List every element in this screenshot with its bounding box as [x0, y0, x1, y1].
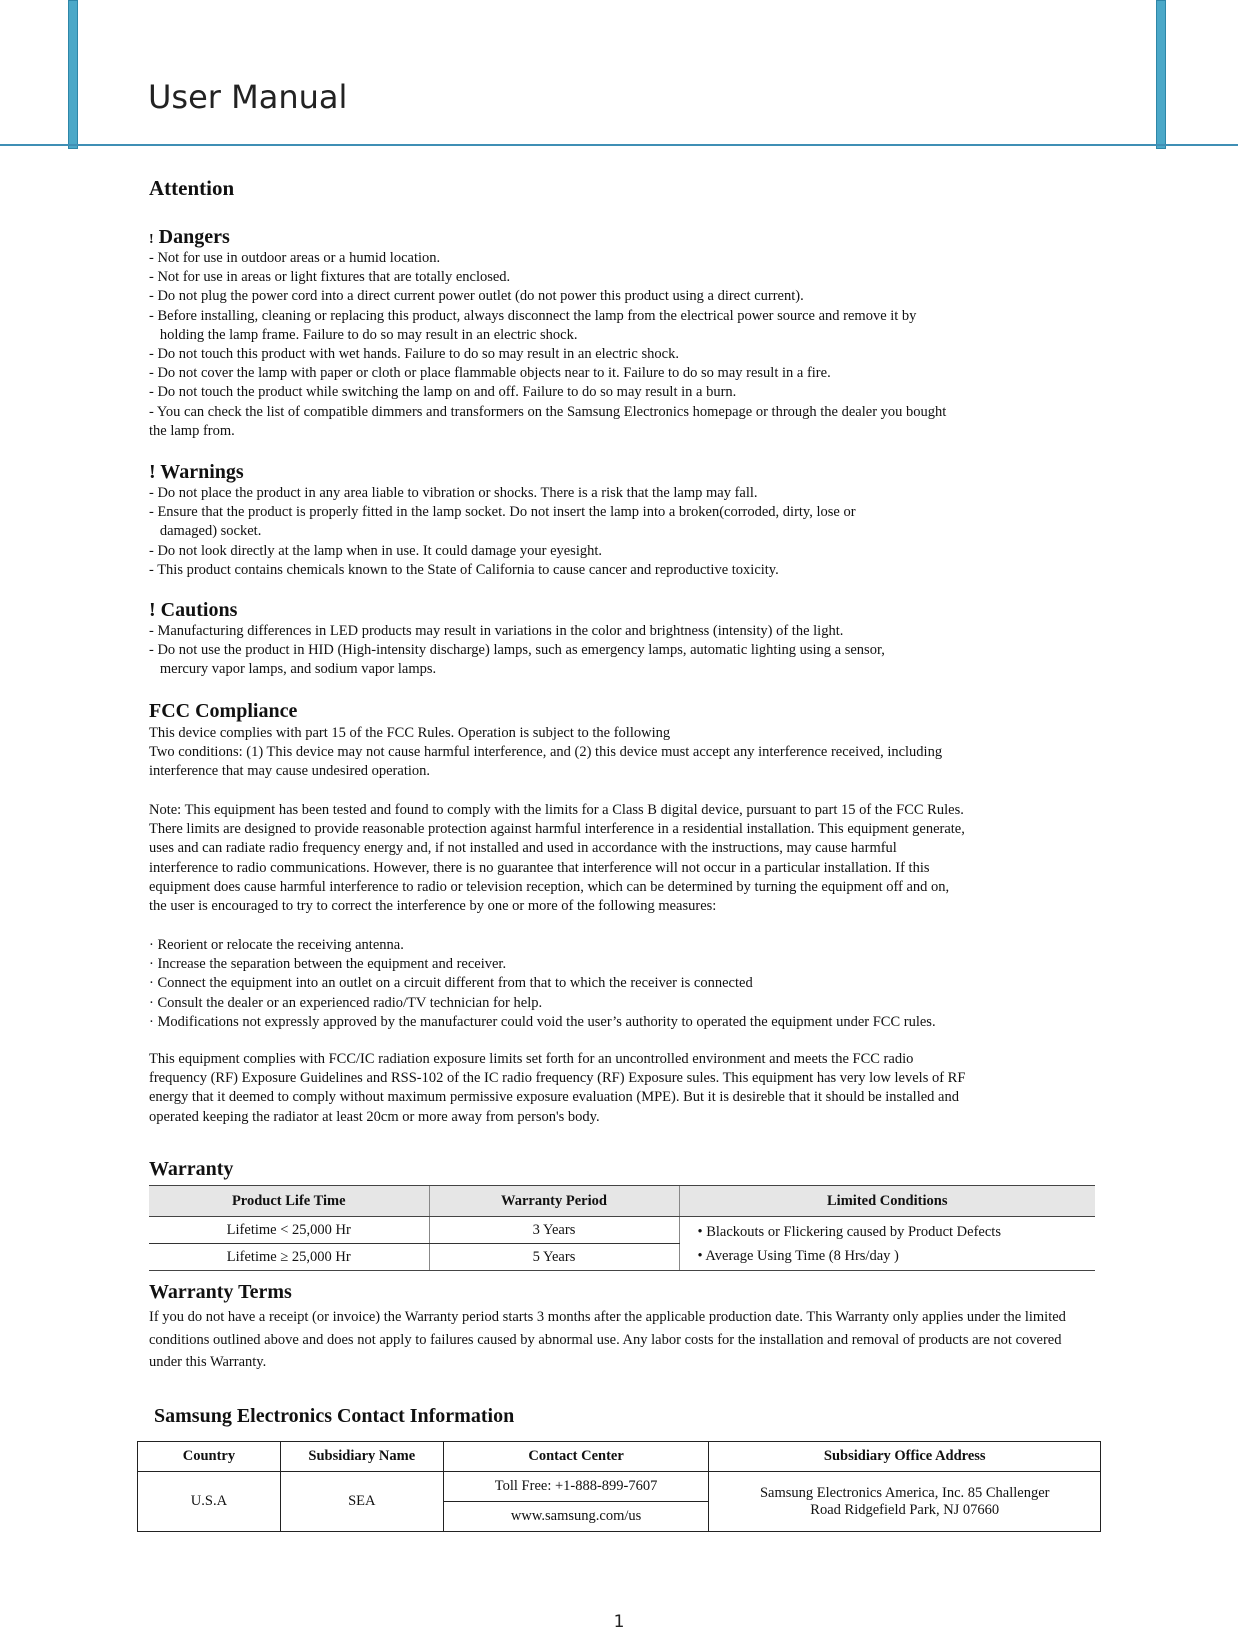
condition-item: • Average Using Time (8 Hrs/day ): [697, 1247, 899, 1264]
header-accent-bar-left: [68, 0, 78, 149]
warranty-terms-text: If you do not have a receipt (or invoice) the Warranty period starts 3 months after the applicable production date. This Warranty only applies under the limited conditions outlined above and does not apply to failures caused by abnormal use. Any labor costs for the installation and removal of products are not covered under this Warranty.: [149, 1309, 1066, 1370]
column-header: Product Life Time: [149, 1186, 429, 1217]
list-item: · Connect the equipment into an outlet on a circuit different from that to which the receiver is connected: [149, 975, 753, 992]
list-item: · Modifications not expressly approved by the manufacturer could void the user’s authority to operated the equipment under FCC rules.: [149, 1013, 936, 1030]
fcc-note-line: Note: This equipment has been tested and found to comply with the limits for a Class B digital device, pursuant to part 15 of the FCC Rules.: [149, 802, 964, 818]
warranty-heading: Warranty: [149, 1158, 234, 1180]
fcc-note-line: There limits are designed to provide reasonable protection against harmful interference in a residential installation. This equipment generate,: [149, 821, 965, 838]
column-header: Limited Conditions: [679, 1186, 1095, 1217]
list-item: holding the lamp frame. Failure to do so may result in an electric shock.: [149, 326, 578, 343]
table-header-row: [138, 1442, 1101, 1472]
page-number: 1: [613, 1612, 625, 1632]
cautions-heading: ! Cautions: [149, 599, 238, 621]
fcc-intro-line: Two conditions: (1) This device may not cause harmful interference, and (2) this device must accept any interference received, including: [149, 744, 943, 761]
header-rule: [0, 144, 1238, 146]
table-header-row: [149, 1186, 1095, 1217]
condition-item: • Blackouts or Flickering caused by Product Defects: [697, 1223, 1001, 1240]
column-header: Country: [138, 1442, 281, 1472]
list-item: - This product contains chemicals known to the State of California to cause cancer and reproductive toxicity.: [149, 561, 779, 578]
table-row: [149, 1217, 1095, 1244]
fcc-note-line: uses and can radiate radio frequency energy and, if not installed and used in accordance with the instructions, may cause harmful: [149, 840, 897, 857]
list-item: - Do not plug the power cord into a direct current power outlet (do not power this product using a direct current).: [149, 288, 804, 305]
list-item: · Increase the separation between the equipment and receiver.: [149, 956, 507, 973]
fcc-intro-line: This device complies with part 15 of the FCC Rules. Operation is subject to the following: [149, 725, 671, 741]
product-life-cell: Lifetime ≥ 25,000 Hr: [149, 1244, 429, 1271]
fcc-heading: FCC Compliance: [149, 700, 298, 722]
fcc-rf-line: This equipment complies with FCC/IC radiation exposure limits set forth for an uncontrolled environment and meets the FCC radio: [149, 1051, 914, 1067]
fcc-rf-exposure: [149, 1050, 1099, 1127]
fcc-intro-line: interference that may cause undesired operation.: [149, 763, 431, 780]
office-address-cell: [709, 1472, 1101, 1532]
fcc-rf-line: operated keeping the radiator at least 20cm or more away from person's body.: [149, 1108, 600, 1125]
column-header: Contact Center: [443, 1442, 709, 1472]
warranty-terms-heading: Warranty Terms: [149, 1281, 292, 1303]
list-item: - Do not cover the lamp with paper or cloth or place flammable objects near to it. Failure to do so may result in a fire.: [149, 365, 831, 382]
list-item: - Do not touch this product with wet hands. Failure to do so may result in an electric shock.: [149, 346, 679, 363]
list-item: - Before installing, cleaning or replacing this product, always disconnect the lamp from the electrical power source and remove it by: [149, 307, 917, 324]
subsidiary-cell: SEA: [280, 1472, 443, 1532]
list-item: - Not for use in outdoor areas or a humid location.: [149, 250, 441, 266]
column-header: Subsidiary Office Address: [709, 1442, 1101, 1472]
fcc-note-line: interference to radio communications. However, there is no guarantee that interference will not occur in a particular installation. If this: [149, 859, 930, 876]
list-item: - Do not touch the product while switching the lamp on and off. Failure to do so may result in a burn.: [149, 384, 737, 401]
limited-conditions-cell: [679, 1217, 1095, 1271]
address-line: Samsung Electronics America, Inc. 85 Challenger: [759, 1484, 1050, 1501]
contact-phone-cell: Toll Free: +1-888-899-7607: [443, 1472, 709, 1502]
fcc-intro: [149, 724, 1099, 782]
list-item: - Do not use the product in HID (High-intensity discharge) lamps, such as emergency lamps, automatic lighting using a sensor,: [149, 642, 885, 659]
fcc-measures: [149, 936, 1099, 1032]
warnings-list: [149, 484, 1099, 580]
country-cell: U.S.A: [138, 1472, 281, 1532]
contact-table: [137, 1441, 1101, 1532]
column-header: Warranty Period: [429, 1186, 679, 1217]
attention-heading: Attention: [149, 176, 235, 200]
warranty-table: [149, 1185, 1095, 1271]
fcc-note-line: the user is encouraged to try to correct the interference by one or more of the following measures:: [149, 898, 717, 915]
dangers-title: Dangers: [158, 226, 230, 248]
warranty-period-cell: 5 Years: [429, 1244, 679, 1271]
contact-heading: Samsung Electronics Contact Information: [154, 1405, 515, 1427]
warranty-period-cell: 3 Years: [429, 1217, 679, 1244]
document-title: User Manual: [148, 78, 348, 116]
list-item: · Consult the dealer or an experienced radio/TV technician for help.: [149, 994, 543, 1011]
dangers-bang: !: [149, 232, 154, 247]
dangers-heading: [149, 226, 1099, 249]
contact-web-cell[interactable]: www.samsung.com/us: [443, 1502, 709, 1532]
product-life-cell: Lifetime < 25,000 Hr: [149, 1217, 429, 1244]
column-header: Subsidiary Name: [280, 1442, 443, 1472]
list-item: - Not for use in areas or light fixtures that are totally enclosed.: [149, 269, 511, 286]
cautions-list: [149, 622, 1099, 680]
list-item: - Manufacturing differences in LED products may result in variations in the color and brightness (intensity) of the light.: [149, 623, 844, 639]
list-item: the lamp from.: [149, 422, 235, 439]
fcc-note: [149, 801, 1099, 916]
list-item: - Ensure that the product is properly fitted in the lamp socket. Do not insert the lamp into a broken(corroded, dirty, lose or: [149, 504, 856, 521]
list-item: - Do not place the product in any area liable to vibration or shocks. There is a risk that the lamp may fall.: [149, 485, 758, 501]
list-item: · Reorient or relocate the receiving antenna.: [149, 937, 404, 953]
list-item: - You can check the list of compatible dimmers and transformers on the Samsung Electronics homepage or through the dealer you bought: [149, 403, 947, 420]
warnings-heading: ! Warnings: [149, 461, 244, 483]
fcc-rf-line: energy that it deemed to comply without maximum permissive exposure evaluation (MPE). But it is desireble that it should be installed and: [149, 1089, 959, 1106]
fcc-rf-line: frequency (RF) Exposure Guidelines and RSS-102 of the IC radio frequency (RF) Exposure sules. This equipment has very low levels of RF: [149, 1070, 966, 1087]
list-item: damaged) socket.: [149, 523, 262, 540]
list-item: mercury vapor lamps, and sodium vapor lamps.: [149, 661, 437, 678]
header-accent-bar-right: [1156, 0, 1166, 149]
dangers-list: [149, 249, 1099, 441]
fcc-note-line: equipment does cause harmful interference to radio or television reception, which can be determined by turning the equipment off and on,: [149, 878, 950, 895]
table-row: [138, 1472, 1101, 1502]
address-line: Road Ridgefield Park, NJ 07660: [810, 1501, 1000, 1518]
list-item: - Do not look directly at the lamp when in use. It could damage your eyesight.: [149, 542, 603, 559]
